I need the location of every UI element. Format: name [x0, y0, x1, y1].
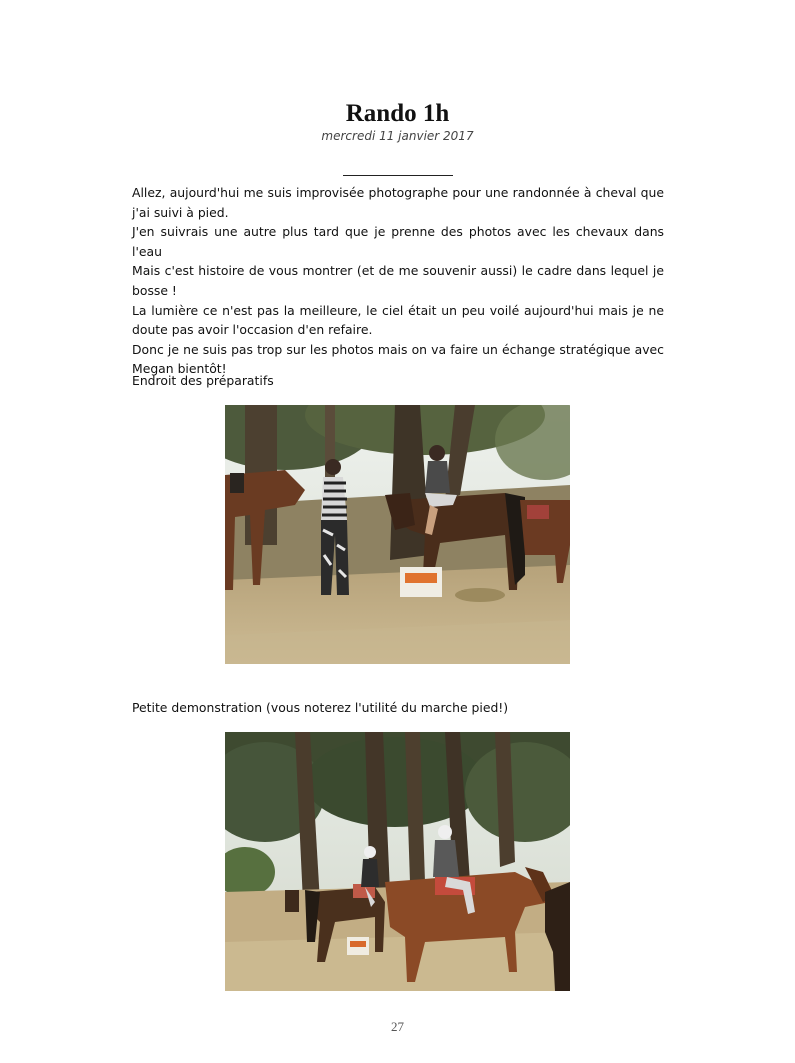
photo-preparation-area: [225, 405, 570, 664]
photo-riding-demonstration: [225, 732, 570, 991]
paragraph: Donc je ne suis pas trop sur les photos mais on va faire un échange stratégique avec Megan bientôt!: [132, 341, 664, 377]
photo-caption-demonstration: Petite demonstration (vous noterez l'utilité du marche pied!): [132, 700, 509, 715]
paragraph: La lumière ce n'est pas la meilleure, le ciel était un peu voilé aujourd'hui mais je ne doute pas avoir l'occasion d'en refaire.: [132, 302, 664, 338]
paragraph: Allez, aujourd'hui me suis improvisée photographe pour une randonnée à cheval que j'ai suivi à pied.: [132, 185, 664, 220]
page-number: 27: [391, 1019, 404, 1034]
photo-caption-preparations: Endroit des préparatifs: [132, 373, 274, 388]
page-title: Rando 1h: [345, 100, 450, 127]
paragraph: J'en suivrais une autre plus tard que je prenne des photos avec les chevaux dans l'eau: [132, 224, 664, 259]
paragraph: Mais c'est histoire de vous montrer (et de me souvenir aussi) le cadre dans lequel je bosse !: [132, 263, 664, 298]
post-date: mercredi 11 janvier 2017: [321, 129, 474, 143]
post-body: [132, 183, 664, 379]
title-divider: [343, 175, 453, 176]
